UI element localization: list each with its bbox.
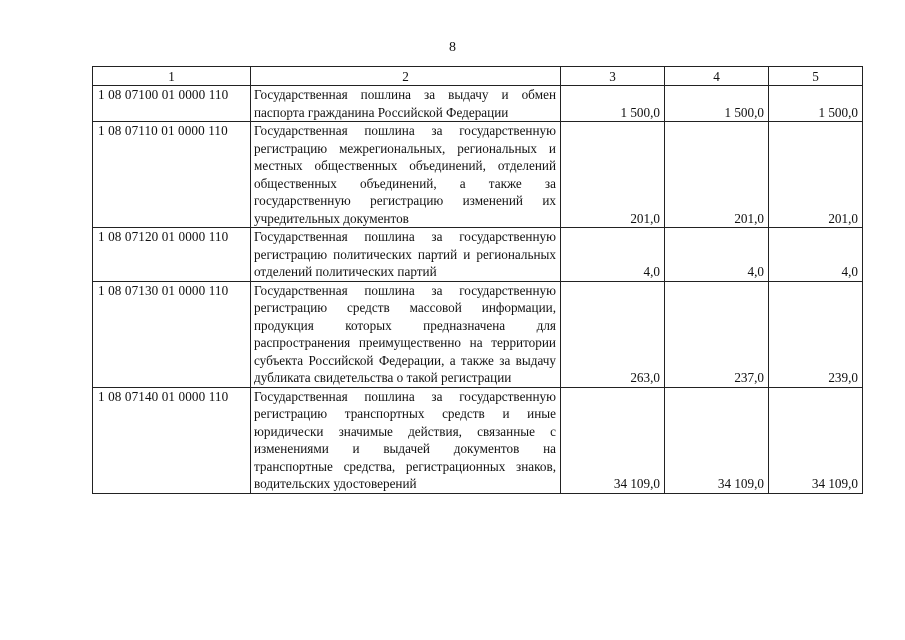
amount-cell: 1 500,0 [561,86,665,122]
budget-code-cell: 1 08 07110 01 0000 110 [93,122,251,228]
budget-code-cell: 1 08 07100 01 0000 110 [93,86,251,122]
description-cell: Государственная пошлина за государственную регистрацию средств массовой информации, продукция которых предназначена для распространения преимущественно на территории субъекта Российской Федерации, а также за выдачу дубликата свидетельства о такой регистрации [251,281,561,387]
amount-cell: 239,0 [769,281,863,387]
table-header-row [93,67,863,86]
budget-code-cell: 1 08 07120 01 0000 110 [93,228,251,282]
table-row [93,228,863,282]
description-cell: Государственная пошлина за государственную регистрацию транспортных средств и иные юридически значимые действия, связанные с изменениями и выдачей документов на транспортные средства, регистрационных знаков, водительских удостоверений [251,387,561,493]
amount-cell: 201,0 [665,122,769,228]
amount-cell: 4,0 [665,228,769,282]
column-header: 3 [561,67,665,86]
amount-cell: 237,0 [665,281,769,387]
table-row [93,122,863,228]
table-row [93,387,863,493]
column-header: 2 [251,67,561,86]
description-cell: Государственная пошлина за государственную регистрацию политических партий и региональных отделений политических партий [251,228,561,282]
description-cell: Государственная пошлина за выдачу и обмен паспорта гражданина Российской Федерации [251,86,561,122]
budget-revenue-table [92,66,863,494]
amount-cell: 1 500,0 [665,86,769,122]
amount-cell: 4,0 [561,228,665,282]
description-cell: Государственная пошлина за государственную регистрацию межрегиональных, региональных и местных общественных объединений, отделений общественных объединений, а также за государственную регистрацию изменений их учредительных документов [251,122,561,228]
column-header: 5 [769,67,863,86]
column-header: 1 [93,67,251,86]
budget-code-cell: 1 08 07140 01 0000 110 [93,387,251,493]
amount-cell: 263,0 [561,281,665,387]
amount-cell: 1 500,0 [769,86,863,122]
page-number: 8 [449,40,456,55]
budget-code-cell: 1 08 07130 01 0000 110 [93,281,251,387]
table-row [93,86,863,122]
amount-cell: 201,0 [561,122,665,228]
table-row [93,281,863,387]
amount-cell: 201,0 [769,122,863,228]
amount-cell: 4,0 [769,228,863,282]
amount-cell: 34 109,0 [561,387,665,493]
column-header: 4 [665,67,769,86]
amount-cell: 34 109,0 [665,387,769,493]
amount-cell: 34 109,0 [769,387,863,493]
